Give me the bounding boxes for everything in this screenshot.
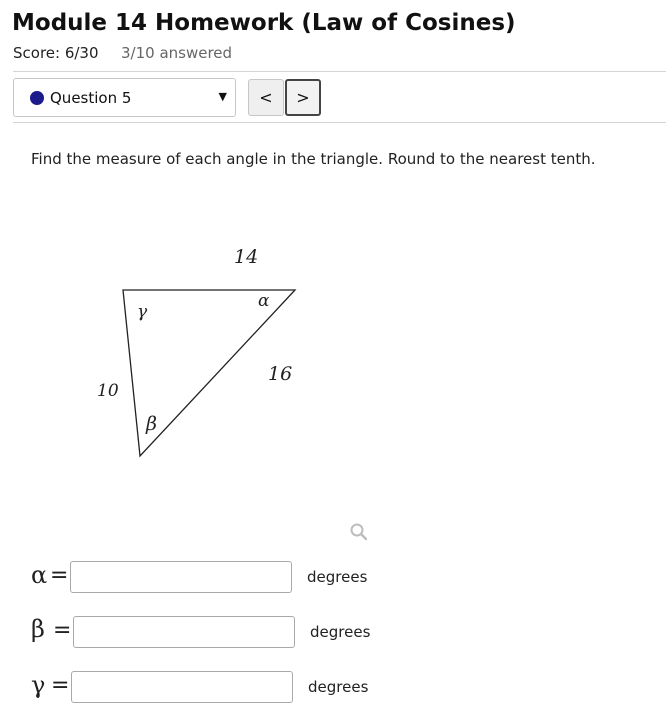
equals-sign: =: [51, 673, 70, 698]
side-top-label: 14: [234, 246, 259, 268]
angle-alpha-label: α: [258, 291, 270, 311]
alpha-symbol: α: [31, 561, 48, 589]
chevron-left-icon: <: [259, 88, 273, 107]
gamma-unit-label: degrees: [308, 678, 369, 696]
score-text: Score: 6/30: [13, 44, 99, 62]
question-select-label: Question 5: [50, 89, 132, 107]
gamma-symbol: γ: [31, 671, 46, 699]
alpha-unit-label: degrees: [307, 568, 368, 586]
side-left-label: 10: [97, 381, 119, 401]
beta-unit-label: degrees: [310, 623, 371, 641]
page-title: Module 14 Homework (Law of Cosines): [12, 10, 516, 36]
beta-answer-input[interactable]: [73, 616, 295, 648]
caret-down-icon: ▼: [218, 90, 227, 103]
chevron-right-icon: >: [296, 88, 310, 107]
side-right-label: 16: [268, 363, 293, 385]
answered-count: 3/10 answered: [121, 44, 233, 62]
gamma-answer-input[interactable]: [71, 671, 293, 703]
angle-beta-label: β: [146, 413, 157, 435]
beta-symbol: β: [31, 615, 45, 643]
angle-gamma-label: γ: [137, 302, 148, 322]
alpha-answer-input[interactable]: [70, 561, 292, 593]
question-prompt: Find the measure of each angle in the triangle. Round to the nearest tenth.: [31, 150, 596, 168]
equals-sign: =: [50, 563, 69, 588]
equals-sign: =: [53, 618, 72, 643]
magnifier-icon[interactable]: [349, 522, 369, 542]
